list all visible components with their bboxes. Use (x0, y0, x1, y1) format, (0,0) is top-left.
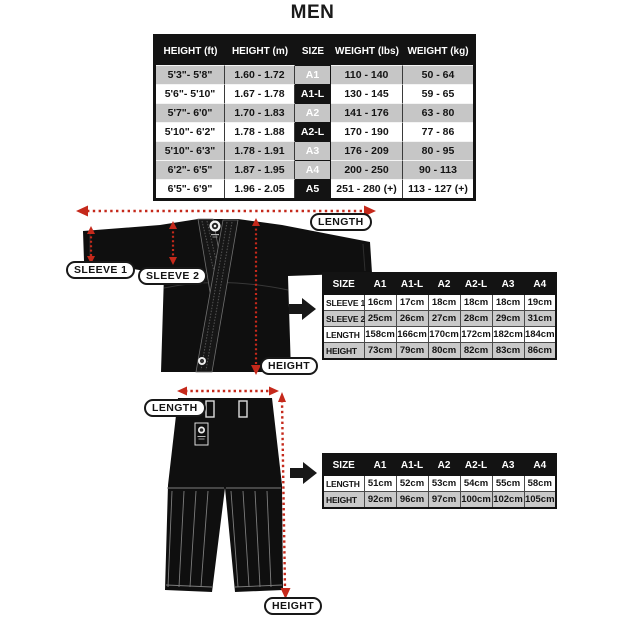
value-cell: 92cm (364, 492, 396, 509)
gi-pants-illustration (130, 385, 330, 620)
value-cell: 200 - 250 (331, 160, 403, 179)
column-header: WEIGHT (kg) (403, 37, 473, 65)
row-label-cell: LENGTH (323, 476, 364, 492)
value-cell: 1.96 - 2.05 (225, 179, 295, 198)
page-title: MEN (290, 2, 335, 23)
value-cell: 52cm (396, 476, 428, 492)
value-cell: 97cm (428, 492, 460, 509)
column-header: SIZE (323, 454, 364, 476)
value-cell: 96cm (396, 492, 428, 509)
value-cell: 176 - 209 (331, 141, 403, 160)
value-cell: 29cm (492, 311, 524, 327)
column-header: A1 (364, 454, 396, 476)
column-header: SIZE (323, 273, 364, 295)
sleeve1-label: SLEEVE 1 (66, 261, 135, 279)
value-cell: 50 - 64 (403, 65, 473, 84)
value-cell: 54cm (460, 476, 492, 492)
table-row (156, 84, 473, 103)
value-cell: 79cm (396, 343, 428, 360)
value-cell: 28cm (460, 311, 492, 327)
value-cell: 1.78 - 1.88 (225, 122, 295, 141)
value-cell: 5'6"- 5'10" (156, 84, 225, 103)
row-label-cell: SLEEVE 2 (323, 311, 364, 327)
men-size-table (153, 34, 476, 201)
value-cell: 51cm (364, 476, 396, 492)
value-cell: 86cm (524, 343, 556, 360)
value-cell: 18cm (492, 295, 524, 311)
table-row (323, 492, 556, 509)
value-cell: 83cm (492, 343, 524, 360)
table-row (323, 343, 556, 360)
value-cell: 80 - 95 (403, 141, 473, 160)
value-cell: 1.70 - 1.83 (225, 103, 295, 122)
row-label-cell: SLEEVE 1 (323, 295, 364, 311)
pants-outline (165, 398, 283, 592)
table-row (156, 65, 473, 84)
column-header: HEIGHT (m) (225, 37, 295, 65)
belt-loop (206, 401, 214, 417)
value-cell: 6'2"- 6'5" (156, 160, 225, 179)
value-cell: 184cm (524, 327, 556, 343)
value-cell: 19cm (524, 295, 556, 311)
column-header: A2 (428, 273, 460, 295)
column-header: A3 (492, 273, 524, 295)
value-cell: 53cm (428, 476, 460, 492)
value-cell: 170 - 190 (331, 122, 403, 141)
value-cell: 5'10"- 6'2" (156, 122, 225, 141)
value-cell: 31cm (524, 311, 556, 327)
table-row (156, 122, 473, 141)
column-header: A2-L (460, 273, 492, 295)
table-header-row (156, 37, 473, 65)
column-header: A3 (492, 454, 524, 476)
row-label-cell: HEIGHT (323, 492, 364, 509)
value-cell: 102cm (492, 492, 524, 509)
table-row (156, 179, 473, 198)
value-cell: 110 - 140 (331, 65, 403, 84)
table-row (323, 327, 556, 343)
value-cell: 18cm (460, 295, 492, 311)
row-label-cell: LENGTH (323, 327, 364, 343)
jacket-height-label: HEIGHT (260, 357, 318, 375)
table-row (323, 476, 556, 492)
sleeve2-label: SLEEVE 2 (138, 267, 207, 285)
value-cell: 82cm (460, 343, 492, 360)
pants-length-label: LENGTH (144, 399, 206, 417)
value-cell: 55cm (492, 476, 524, 492)
jacket-length-label: LENGTH (310, 213, 372, 231)
size-cell: A3 (295, 141, 331, 160)
value-cell: 90 - 113 (403, 160, 473, 179)
belt-loop (239, 401, 247, 417)
value-cell: 172cm (460, 327, 492, 343)
column-header: A4 (524, 273, 556, 295)
value-cell: 25cm (364, 311, 396, 327)
value-cell: 100cm (460, 492, 492, 509)
value-cell: 1.60 - 1.72 (225, 65, 295, 84)
value-cell: 27cm (428, 311, 460, 327)
value-cell: 63 - 80 (403, 103, 473, 122)
column-header: A1 (364, 273, 396, 295)
value-cell: 113 - 127 (+) (403, 179, 473, 198)
value-cell: 158cm (364, 327, 396, 343)
value-cell: 182cm (492, 327, 524, 343)
value-cell: 5'7"- 6'0" (156, 103, 225, 122)
table-header-row (323, 454, 556, 476)
column-header: SIZE (295, 37, 331, 65)
column-header: HEIGHT (ft) (156, 37, 225, 65)
value-cell: 130 - 145 (331, 84, 403, 103)
arrow-right-icon (290, 461, 318, 485)
size-cell: A2-L (295, 122, 331, 141)
value-cell: 58cm (524, 476, 556, 492)
table-row (323, 295, 556, 311)
column-header: WEIGHT (lbs) (331, 37, 403, 65)
table-row (156, 160, 473, 179)
value-cell: 80cm (428, 343, 460, 360)
pants-measurements-table (322, 453, 557, 509)
column-header: A1-L (396, 454, 428, 476)
column-header: A2 (428, 454, 460, 476)
value-cell: 5'10"- 6'3" (156, 141, 225, 160)
value-cell: 1.78 - 1.91 (225, 141, 295, 160)
value-cell: 59 - 65 (403, 84, 473, 103)
size-cell: A1 (295, 65, 331, 84)
value-cell: 166cm (396, 327, 428, 343)
value-cell: 1.67 - 1.78 (225, 84, 295, 103)
table-header-row (323, 273, 556, 295)
value-cell: 5'3"- 5'8" (156, 65, 225, 84)
size-cell: A5 (295, 179, 331, 198)
value-cell: 141 - 176 (331, 103, 403, 122)
jacket-hem-logo (198, 357, 206, 365)
row-label-cell: HEIGHT (323, 343, 364, 360)
column-header: A1-L (396, 273, 428, 295)
table-row (323, 311, 556, 327)
column-header: A4 (524, 454, 556, 476)
value-cell: 170cm (428, 327, 460, 343)
table-row (156, 103, 473, 122)
arrow-right-icon (289, 297, 317, 321)
value-cell: 18cm (428, 295, 460, 311)
value-cell: 6'5"- 6'9" (156, 179, 225, 198)
value-cell: 77 - 86 (403, 122, 473, 141)
value-cell: 1.87 - 1.95 (225, 160, 295, 179)
value-cell: 17cm (396, 295, 428, 311)
value-cell: 105cm (524, 492, 556, 509)
table-row (156, 141, 473, 160)
jacket-measurements-table (322, 272, 557, 360)
size-cell: A1-L (295, 84, 331, 103)
value-cell: 26cm (396, 311, 428, 327)
size-cell: A4 (295, 160, 331, 179)
value-cell: 16cm (364, 295, 396, 311)
value-cell: 251 - 280 (+) (331, 179, 403, 198)
pants-height-label: HEIGHT (264, 597, 322, 615)
value-cell: 73cm (364, 343, 396, 360)
jacket-logo-patch (210, 221, 221, 238)
pants-length-measure-line (177, 387, 279, 396)
size-cell: A2 (295, 103, 331, 122)
column-header: A2-L (460, 454, 492, 476)
